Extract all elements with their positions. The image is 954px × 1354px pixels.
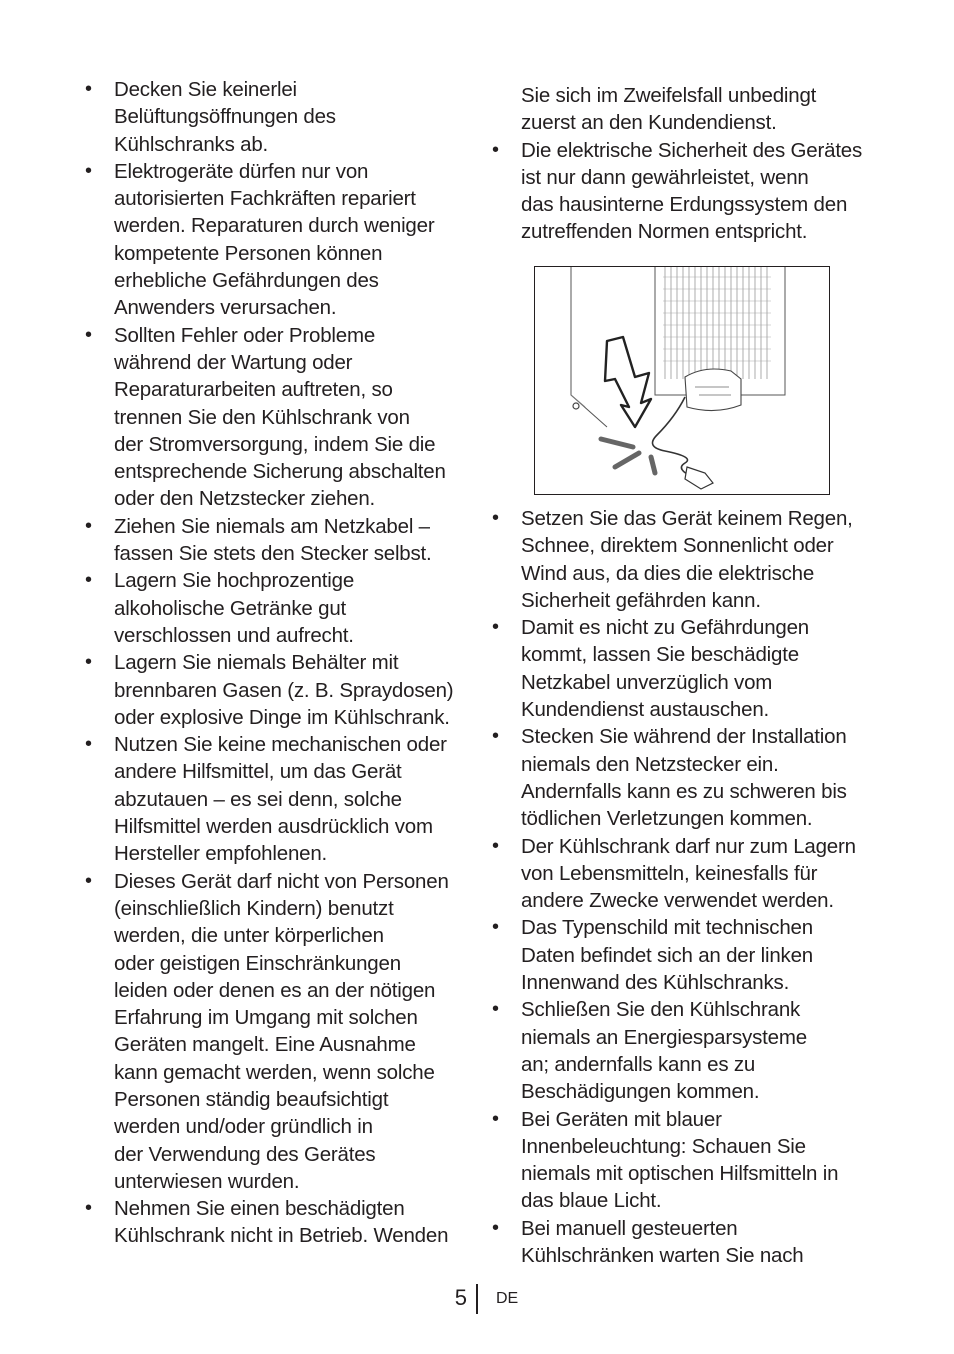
list-item: Sie sich im Zweifelsfall unbedingt zuerst an den Kundendienst. xyxy=(521,84,817,135)
list-item: • Die elektrische Sicherheit des Gerätes ist nur dann gewährleistet, wenn das hausinterne Erdungssystem den zutreffenden Normen entspricht. xyxy=(491,137,886,246)
language-code: DE xyxy=(496,1290,519,1307)
page-number: 5 xyxy=(454,1285,467,1310)
list-item: • Lagern Sie hochprozentige alkoholische Getränke gut verschlossen und aufrecht. xyxy=(84,567,469,649)
list-item: • Lagern Sie niemals Behälter mit brennbaren Gasen (z. B. Spraydosen) oder explosive Dinge im Kühlschrank. xyxy=(84,649,469,731)
safety-list-left xyxy=(84,76,469,1250)
list-item: • Dieses Gerät darf nicht von Personen (einschließlich Kindern) benutzt werden, die unter körperlichen oder geistigen Einschränkungen leiden oder denen es an der nötigen Erfahrung im Umgang mit solchen Geräten mangelt. Eine Ausnahme kann gemacht werden, wenn solche Personen ständig beaufsichtigt werden und/oder gründlich in der Verwendung des Gerätes unterwiesen wurden. xyxy=(84,868,469,1196)
fridge-grounding-illustration xyxy=(534,266,830,495)
footer-divider xyxy=(476,1284,478,1314)
list-item: • Der Kühlschrank darf nur zum Lagern von Lebensmitteln, keinesfalls für andere Zwecke verwendet werden. xyxy=(491,833,886,915)
list-item: • Ziehen Sie niemals am Netzkabel – fassen Sie stets den Stecker selbst. xyxy=(84,513,469,568)
list-item: • Nutzen Sie keine mechanischen oder andere Hilfsmittel, um das Gerät abzutauen – es sei denn, solche Hilfsmittel werden ausdrücklich vom Hersteller empfohlenen. xyxy=(84,731,469,867)
list-item: • Das Typenschild mit technischen Daten befindet sich an der linken Innenwand des Kühlschranks. xyxy=(491,914,886,996)
list-item: • Nehmen Sie einen beschädigten Kühlschrank nicht in Betrieb. Wenden xyxy=(84,1195,469,1250)
list-item: • Sollten Fehler oder Probleme während der Wartung oder Reparaturarbeiten auftreten, so trennen Sie den Kühlschrank von der Stromversorgung, indem Sie die entsprechende Sicherung abschalten oder den Netzstecker ziehen. xyxy=(84,322,469,513)
list-item: • Elektrogeräte dürfen nur von autorisierten Fachkräften repariert werden. Reparaturen durch weniger kompetente Personen können erhebliche Gefährdungen des Anwenders verursachen. xyxy=(84,158,469,322)
list-item: • Bei Geräten mit blauer Innenbeleuchtung: Schauen Sie niemals mit optischen Hilfsmitteln in das blaue Licht. xyxy=(491,1106,886,1215)
list-item: • Stecken Sie während der Installation niemals den Netzstecker ein. Andernfalls kann es zu schweren bis tödlichen Verletzungen kommen. xyxy=(491,723,886,832)
list-item: • Damit es nicht zu Gefährdungen kommt, lassen Sie beschädigte Netzkabel unverzüglich vom Kundendienst austauschen. xyxy=(491,614,886,723)
list-item: • Bei manuell gesteuerten Kühlschränken warten Sie nach xyxy=(491,1215,886,1270)
list-item: • Setzen Sie das Gerät keinem Regen, Schnee, direktem Sonnenlicht oder Wind aus, da dies die elektrische Sicherheit gefährden kann. xyxy=(491,505,886,614)
safety-list-right-bottom xyxy=(491,505,886,1269)
safety-list-right-top xyxy=(491,82,886,246)
right-column-lower xyxy=(491,505,886,1269)
left-column xyxy=(84,76,469,1250)
list-item: • Schließen Sie den Kühlschrank niemals an Energiesparsysteme an; andernfalls kann es zu Beschädigungen kommen. xyxy=(491,996,886,1105)
right-column xyxy=(491,82,886,246)
fridge-power-cable-icon xyxy=(535,267,829,494)
page-footer xyxy=(0,1284,954,1316)
list-item: • Decken Sie keinerlei Belüftungsöffnungen des Kühlschranks ab. xyxy=(84,76,469,158)
